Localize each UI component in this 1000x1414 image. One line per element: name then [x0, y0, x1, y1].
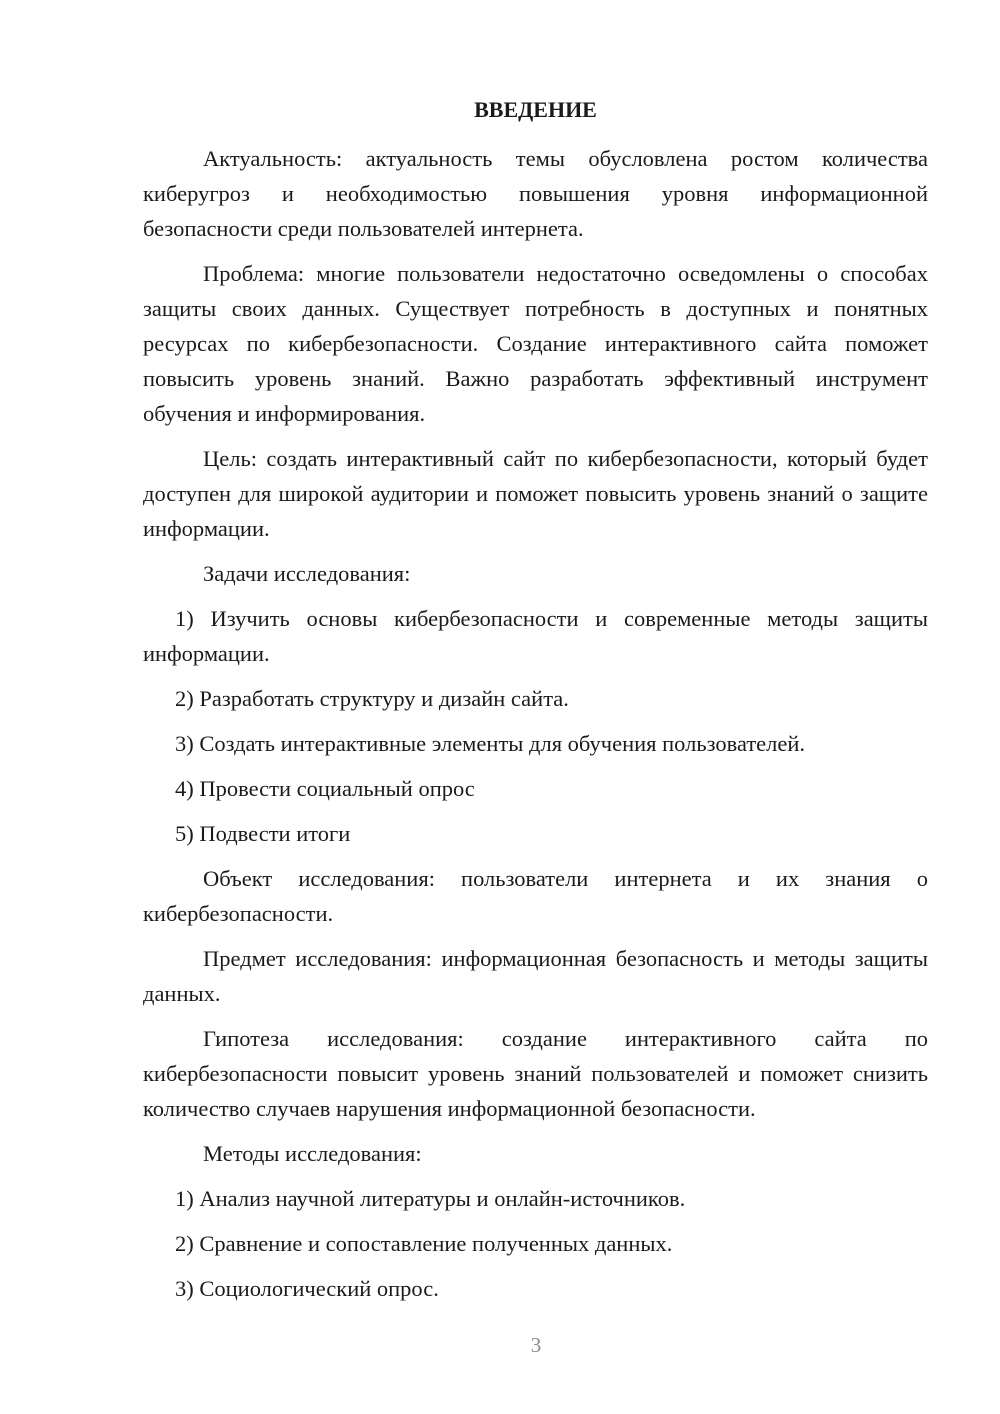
method-item: 3) Социологический опрос.	[175, 1276, 439, 1301]
method-item: 1) Анализ научной литературы и онлайн-источников.	[175, 1186, 686, 1211]
method-item: 2) Сравнение и сопоставление полученных данных.	[175, 1231, 673, 1256]
problem-paragraph: Проблема: многие пользователи недостаточно осведомлены о способах защиты своих данных. Существует потребность в доступных и понятных ресурсах по кибербезопасности. Создание интерактивного сайта поможет повысить уровень знаний. Важно разработать эффективный инструмент обучения и информирования.	[143, 261, 928, 426]
task-item: 4) Провести социальный опрос	[175, 776, 475, 801]
task-item: 3) Создать интерактивные элементы для обучения пользователей.	[175, 731, 806, 756]
page-title: ВВЕДЕНИЕ	[474, 97, 597, 122]
document-page	[143, 92, 928, 1316]
object-paragraph: Объект исследования: пользователи интернета и их знания о кибербезопасности.	[143, 866, 928, 926]
goal-paragraph: Цель: создать интерактивный сайт по кибербезопасности, который будет доступен для широкой аудитории и поможет повысить уровень знаний о защите информации.	[143, 446, 928, 541]
tasks-heading: Задачи исследования:	[203, 561, 411, 586]
page-number: 3	[530, 1333, 542, 1357]
task-item: 1) Изучить основы кибербезопасности и современные методы защиты информации.	[143, 606, 928, 666]
hypothesis-paragraph: Гипотеза исследования: создание интерактивного сайта по кибербезопасности повысит уровень знаний пользователей и поможет снизить количество случаев нарушения информационной безопасности.	[143, 1026, 928, 1121]
task-item: 5) Подвести итоги	[175, 821, 351, 846]
methods-heading: Методы исследования:	[203, 1141, 422, 1166]
relevance-paragraph: Актуальность: актуальность темы обусловлена ростом количества киберугроз и необходимостью повышения уровня информационной безопасности среди пользователей интернета.	[143, 146, 928, 241]
subject-paragraph: Предмет исследования: информационная безопасность и методы защиты данных.	[143, 946, 928, 1006]
task-item: 2) Разработать структуру и дизайн сайта.	[175, 686, 569, 711]
